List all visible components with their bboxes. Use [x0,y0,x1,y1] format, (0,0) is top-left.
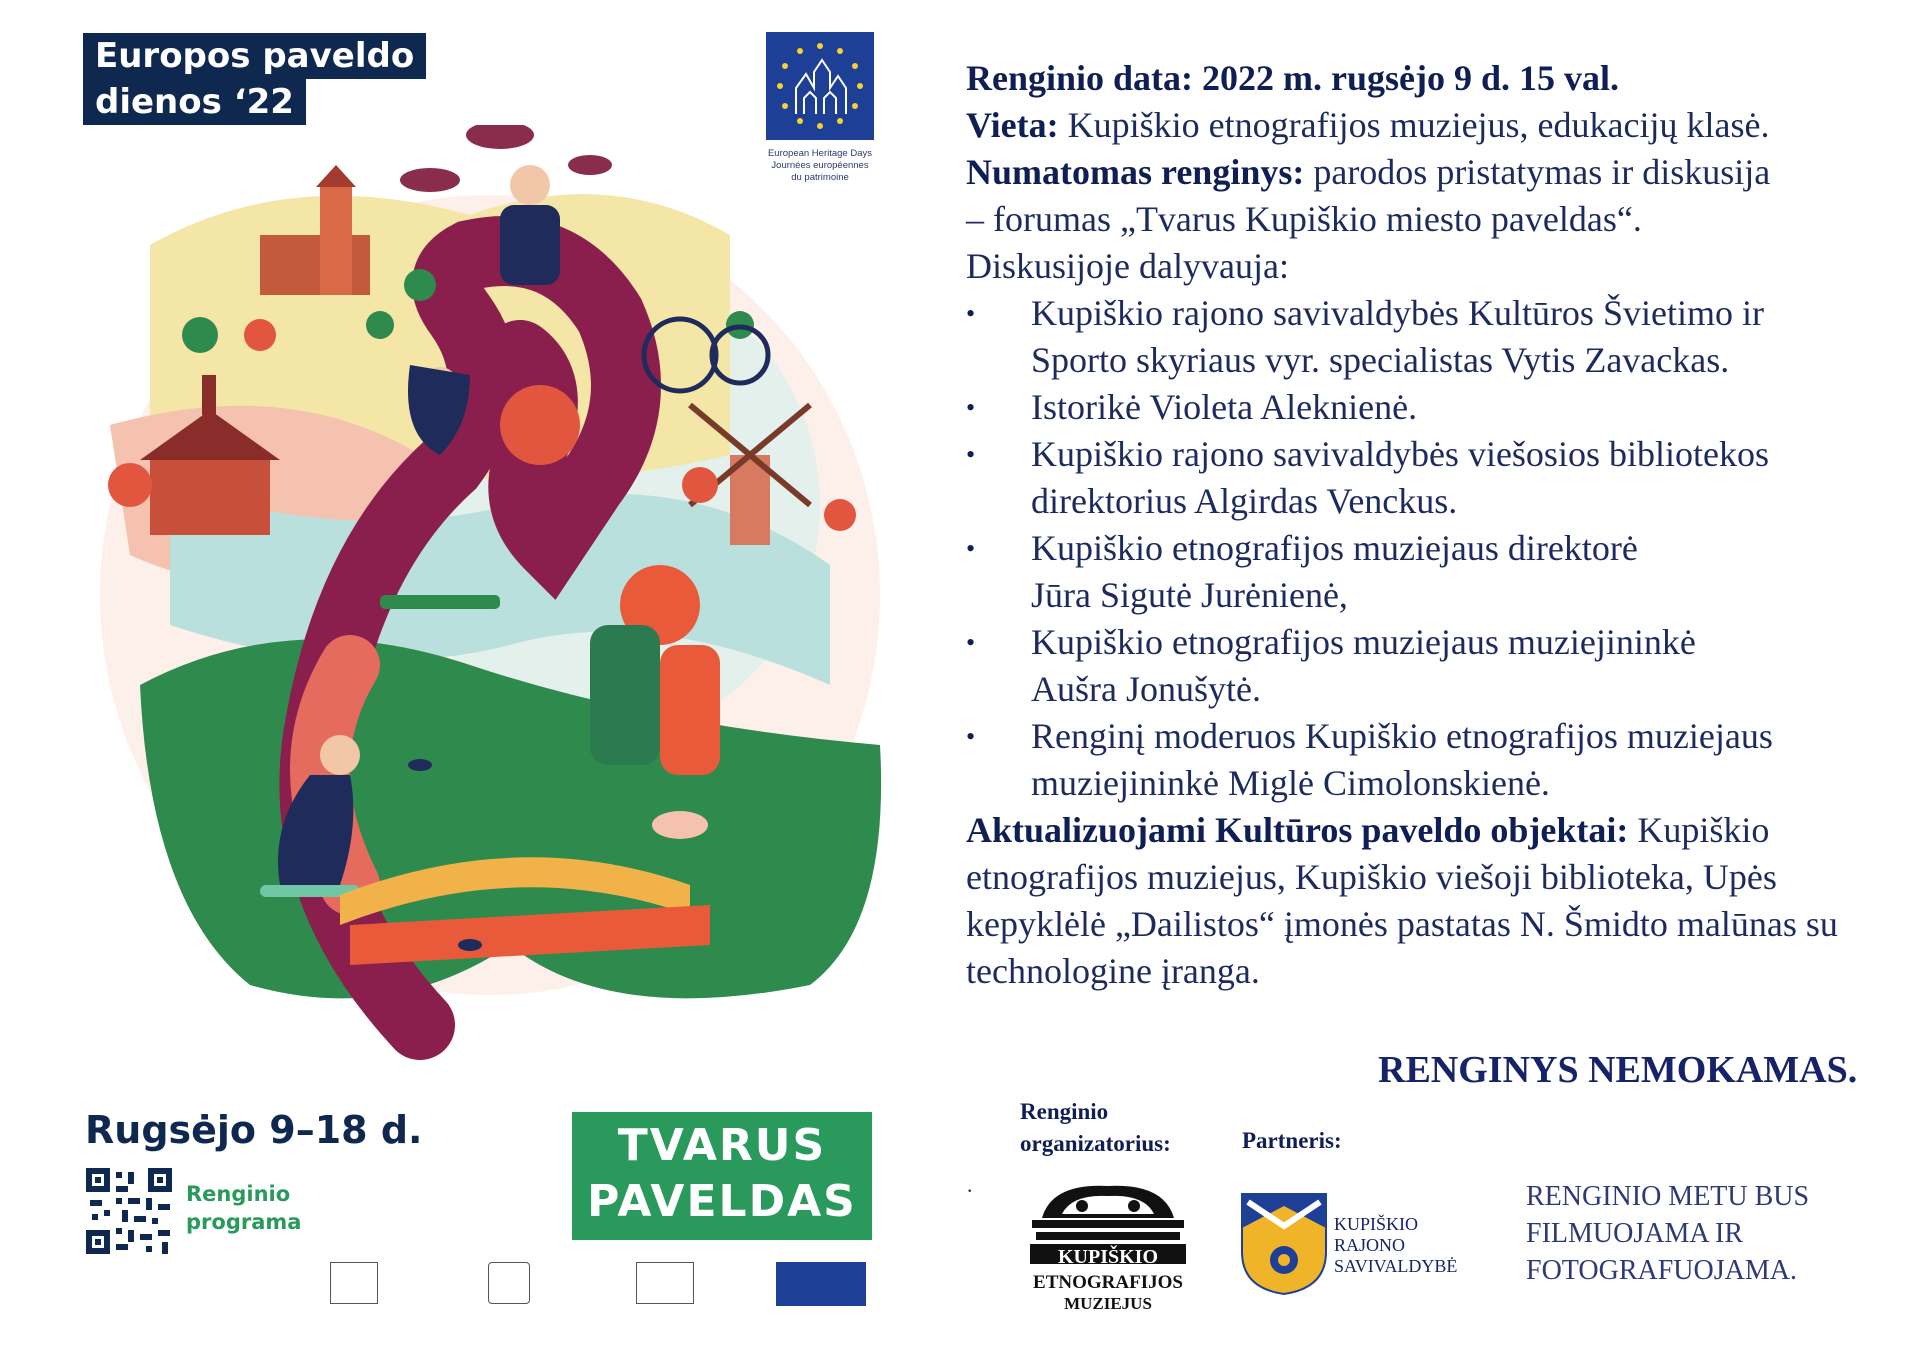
heritage-illustration [90,125,890,1075]
event-venue [966,102,1886,149]
partner-logo-small [330,1262,378,1304]
municipality-name [1334,1214,1457,1277]
eu-caption-line: du patrimoine [791,172,849,183]
filming-notice-line2: FILMUOJAMA IR [1526,1218,1744,1249]
list-item [966,431,1886,525]
list-item [966,619,1886,713]
poster-title [83,33,426,125]
dot-mark: . [967,1172,973,1197]
planned-label: Numatomas renginys: [966,152,1305,192]
filming-notice [1526,1178,1809,1289]
culture-logo-small [488,1262,530,1304]
planned-value: parodos pristatymas ir diskusija – forumas „Tvarus Kupiškio miesto paveldas“. Diskusijoje dalyvauja: [966,152,1771,286]
cloud-icons [400,125,612,192]
municipality-name-line1: KUPIŠKIO [1334,1214,1419,1234]
objects-value: Kupiškio etnografijos muziejus, Kupiškio viešoji biblioteka, Upės kepyklėlė „Dailistos“ įmonės pastatas N. Šmidto malūnas su technologine įranga. [966,810,1838,991]
tvarus-line1: TVARUS [617,1120,827,1171]
museum-name-line2: ETNOGRAFIJOS [1033,1272,1183,1293]
list-item [966,290,1886,384]
fish-icon [652,811,708,839]
participant-line: direktorius Algirdas Venckus. [1031,481,1458,521]
event-planned [966,149,1786,290]
partner-label: Partneris: [1242,1128,1342,1153]
tvarus-paveldas-box [572,1112,872,1240]
museum-name-line3: MUZIEJUS [1064,1294,1152,1313]
participant-line: Jūra Sigutė Jurėnienė, [1031,575,1348,615]
council-of-europe-logo [636,1262,694,1304]
participant-line: • Kupiškio rajono savivaldybės viešosios bibliotekos [1031,434,1769,474]
participant-line: • Kupiškio rajono savivaldybės Kultūros Švietimo ir [1031,293,1764,333]
list-item [966,713,1886,807]
tvarus-line2: PAVELDAS [587,1176,857,1227]
organizer-label-line1: Renginio [1020,1099,1109,1124]
free-notice: RENGINYS NEMOKAMAS. [1378,1049,1858,1091]
participants-list [966,290,1886,807]
poster-title-line1: Europos paveldo [83,33,426,79]
eu-caption-line: Journées européennes [771,160,869,171]
european-commission-logo [776,1262,866,1306]
train-icon [380,595,500,609]
organizer-label [1020,1096,1171,1160]
participant-line: • Kupiškio etnografijos muziejaus direktorė [1031,528,1638,568]
poster [0,0,920,1358]
municipality-name-line2: RAJONO [1334,1235,1406,1255]
objects-label: Aktualizuojami Kultūros paveldo objektai: [966,810,1629,850]
european-heritage-days-logo [766,32,874,140]
program-label [186,1180,301,1236]
program-label-line1: Renginio [186,1182,291,1206]
organizer-label-line2: organizatorius: [1020,1131,1171,1156]
church-icon [150,455,270,535]
event-details [966,55,1886,995]
poster-dates: Rugsėjo 9–18 d. [85,1108,423,1152]
filming-notice-line3: FOTOGRAFUOJAMA. [1526,1255,1797,1286]
filming-notice-line1: RENGINIO METU BUS [1526,1181,1810,1212]
municipality-name-line3: SAVIVALDYBĖ [1334,1256,1458,1276]
heritage-objects [966,807,1886,995]
participant-line: Sporto skyriaus vyr. specialistas Vytis Zavackas. [1031,340,1730,380]
participant-line: • Kupiškio etnografijos muziejaus muziejininkė [1031,622,1696,662]
list-item [966,525,1886,619]
eu-caption-line: European Heritage Days [767,148,873,159]
museum-name-line1: KUPIŠKIO [1057,1246,1159,1268]
castle-icon [260,235,370,295]
venue-label: Vieta: [966,105,1059,145]
participant-line: • Renginį moderuos Kupiškio etnografijos muziejaus [1031,716,1773,756]
poster-title-line2: dienos ‘22 [83,79,306,125]
venue-value: Kupiškio etnografijos muziejus, edukacijų klasė. [1058,105,1770,145]
participant-line: Aušra Jonušytė. [1031,669,1261,709]
program-label-line2: programa [186,1210,302,1234]
eu-stars-icon [766,32,874,140]
participant-line: • Istorikė Violeta Aleknienė. [1031,387,1418,427]
participant-line: muziejininkė Miglė Cimolonskienė. [1031,763,1550,803]
qr-code-icon[interactable] [86,1168,172,1254]
municipality-shield-icon [1240,1192,1328,1296]
list-item [966,384,1886,431]
elder-figure [510,165,550,205]
event-date: Renginio data: 2022 m. rugsėjo 9 d. 15 val. [966,58,1620,98]
skater-figure [320,735,360,775]
